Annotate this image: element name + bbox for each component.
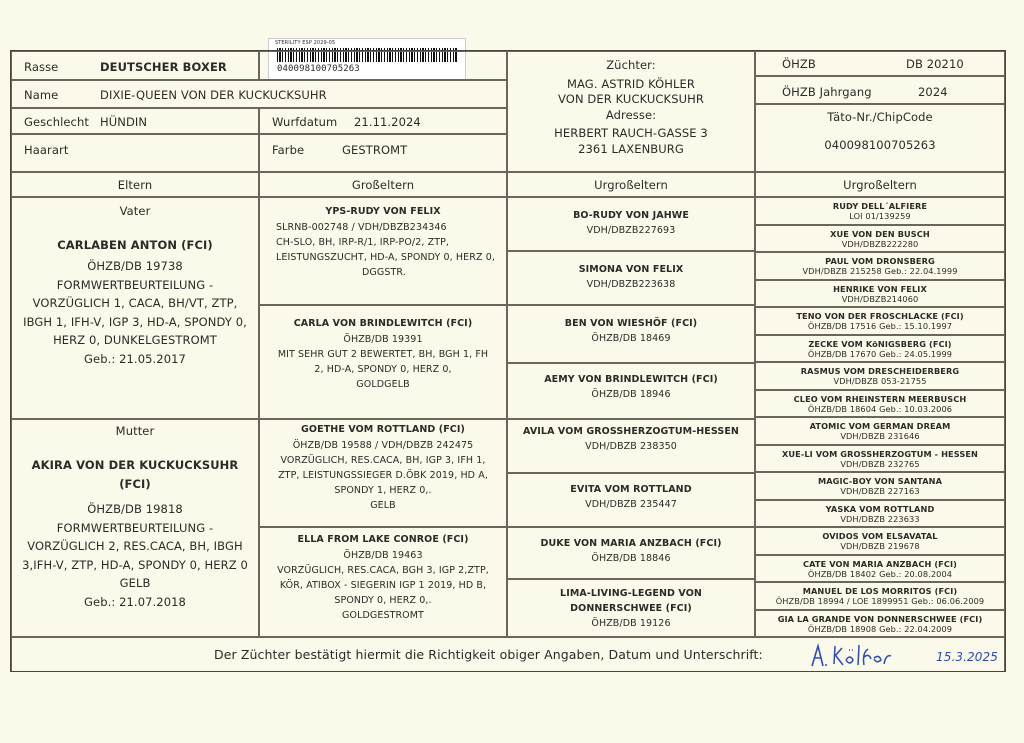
ggp-7 [508, 536, 754, 566]
mother-line1: FORMWERTBEURTEILUNG - [56, 520, 214, 535]
gp-4-line5: GOLDGESTROMT [342, 610, 424, 621]
ggp-1-name: BO-RUDY VON JAHWE [573, 210, 689, 221]
col-ururgrosseltern [755, 172, 1005, 197]
gggp-reg: VDH/DBZB 231646 [840, 431, 920, 441]
gggp-entry [756, 559, 1004, 579]
ggp-8-reg: ÖHZB/DB 19126 [591, 618, 671, 629]
ggp-2 [508, 262, 754, 292]
gggp-cell [755, 362, 1005, 390]
sticker-top-text: STERILITY ESP 2029-05 [275, 40, 336, 46]
adresse-line1: HERBERT RAUCH-GASSE 3 [554, 126, 708, 140]
ggp-3-name: BEN VON WIESHÖF (FCI) [564, 318, 698, 329]
gggp-reg: VDH/DBZB 215258 Geb.: 22.04.1999 [802, 266, 958, 276]
ggp-cell-3 [507, 305, 755, 363]
ggp-6 [508, 482, 754, 512]
gggp-entry [756, 256, 1004, 276]
gp-1-line1: SLRNB-002748 / VDH/DBZB234346 [276, 222, 447, 233]
gggp-name: XUE VON DEN BUSCH [830, 228, 930, 239]
gp-2-line1: ÖHZB/DB 19391 [343, 334, 423, 345]
gggp-entry [756, 531, 1004, 551]
father-line4: HERZ 0, DUNKELGESTROMT [53, 333, 217, 347]
ggp-cell-4 [507, 363, 755, 419]
signature-date: 15.3.2025 [936, 650, 998, 664]
gp-4-line3: KÖR, ATIBOX - SIEGERIN IGP 1 2019, HD B, [279, 580, 487, 591]
name-label: Name [24, 88, 59, 102]
ggp-6-name: EVITA VOM ROTTLAND [570, 484, 692, 495]
ggp-cell-5 [507, 419, 755, 473]
gggp-reg: VDH/DBZB222280 [841, 238, 919, 249]
gggp-cell [755, 252, 1005, 280]
gggp-cell [755, 582, 1005, 610]
gp-cell-2 [259, 305, 507, 419]
gggp-reg: VDH/DBZB 053-21755 [833, 376, 927, 386]
farbe-cell [259, 134, 507, 172]
geschlecht-label: Geschlecht [24, 115, 89, 129]
gggp-reg: ÖHZB/DB 18908 Geb.: 22.04.2009 [807, 623, 953, 634]
rasse-cell [11, 51, 259, 80]
gp-4-line1: ÖHZB/DB 19463 [343, 550, 423, 561]
gp-3-line5: GELB [370, 500, 396, 511]
gp-3-line2: VORZÜGLICH, RES.CACA, BH, IGP 3, IFH 1, [280, 455, 486, 466]
mother-line4: GELB [119, 576, 151, 590]
geschlecht-cell [11, 108, 259, 134]
gggp-cell [755, 472, 1005, 500]
gggp-cell [755, 527, 1005, 555]
father-line3: IBGH 1, IFH-V, IGP 3, HD-A, SPONDY 0, [23, 314, 247, 329]
gggp-entry [756, 284, 1004, 304]
name-value: DIXIE-QUEEN VON DER KUCKUCKSUHR [100, 88, 327, 102]
ggp-8-name: LIMA-LIVING-LEGEND VON [560, 588, 702, 599]
rasse-label: Rasse [24, 60, 59, 74]
gggp-reg: ÖHZB/DB 17516 Geb.: 15.10.1997 [807, 321, 953, 331]
father-reg: ÖHZB/DB 19738 [87, 259, 183, 273]
mother-line2: VORZÜGLICH 2, RES.CACA, BH, IBGH [27, 539, 243, 553]
zuechter-line2: VON DER KUCKUCKSUHR [558, 92, 704, 106]
gp-2-name: CARLA VON BRINDLEWITCH (FCI) [293, 318, 473, 329]
wurfdatum-cell [259, 108, 507, 134]
gp-2-line2: MIT SEHR GUT 2 BEWERTET, BH, BGH 1, FH [277, 349, 489, 360]
gggp-reg: VDH/DBZB 232765 [840, 458, 920, 469]
ggp-8-name2: DONNERSCHWEE (FCI) [570, 603, 692, 614]
gggp-name: ZECKE VOM KöNIGSBERG (FCI) [808, 338, 952, 349]
gggp-reg: VDH/DBZB 223633 [840, 513, 920, 524]
gp-cell-3 [259, 419, 507, 527]
gggp-reg: VDH/DBZB 219678 [840, 541, 920, 551]
gp-3-name: GOETHE VOM ROTTLAND (FCI) [301, 424, 465, 435]
gggp-reg: VDH/DBZB214060 [841, 293, 919, 304]
gp-1-name: YPS-RUDY VON FELIX [325, 206, 441, 217]
ggp-2-name: SIMONA VON FELIX [578, 264, 684, 275]
gggp-reg: VDH/DBZB 227163 [840, 486, 920, 496]
gggp-entry [756, 614, 1004, 634]
gggp-name: XUE-LI VOM GROSSHERZOGTUM - HESSEN [781, 448, 979, 459]
gggp-entry [756, 229, 1004, 249]
gggp-name: RASMUS VOM DRESCHEIDERBERG [800, 366, 960, 376]
gggp-cell [755, 417, 1005, 445]
gggp-cell [755, 280, 1005, 308]
jahrgang-value: 2024 [918, 85, 948, 99]
gggp-entry [756, 449, 1004, 469]
mother-cell [11, 419, 259, 637]
col-eltern [11, 172, 259, 197]
gggp-cell [755, 197, 1005, 225]
gggp-name: TENO VON DER FROSCHLACKE (FCI) [796, 311, 964, 321]
gggp-entry [756, 311, 1004, 331]
gggp-cell [755, 335, 1005, 363]
gp-2-line3: 2, HD-A, SPONDY 0, HERZ 0, [314, 364, 452, 375]
col-ururgrosseltern-label: Urgroßeltern [843, 178, 917, 192]
mother-label: Mutter [115, 424, 155, 438]
rasse-cell-right [259, 51, 507, 80]
gp-3-details [260, 438, 506, 513]
gggp-entry [756, 586, 1004, 606]
col-grosseltern [259, 172, 507, 197]
name-cell [11, 80, 507, 108]
zuechter-line1: MAG. ASTRID KÖHLER [567, 76, 695, 91]
gp-2-line4: GOLDGELB [356, 379, 410, 390]
gggp-cell [755, 445, 1005, 473]
gggp-name: MANUEL DE LOS MORRITOS (FCI) [802, 586, 958, 596]
gggp-name: HENRIKE VON FELIX [833, 283, 927, 294]
gggp-name: YASKA VOM ROTTLAND [825, 503, 935, 514]
geschlecht-value: HÜNDIN [100, 115, 148, 129]
farbe-value: GESTROMT [342, 143, 408, 157]
gggp-cell [755, 500, 1005, 528]
sticker-code: 040098100705263 [277, 64, 360, 74]
ggp-8 [508, 586, 754, 631]
chip-cell [755, 104, 1005, 172]
gggp-reg: ÖHZB/DB 18994 / LOE 1899951 Geb.: 06.06.2009 [775, 596, 985, 606]
gggp-reg: ÖHZB/DB 17670 Geb.: 24.05.1999 [807, 348, 953, 359]
gp-3-line4: SPONDY 1, HERZ 0,. [334, 485, 432, 496]
col-urgrosseltern-label: Urgroßeltern [594, 178, 668, 192]
ggp-3-reg: ÖHZB/DB 18469 [591, 333, 671, 344]
adresse-label: Adresse: [605, 107, 657, 122]
ggp-5-reg: VDH/DBZB 238350 [585, 441, 677, 452]
gggp-name: CATE VON MARIA ANZBACH (FCI) [803, 558, 957, 569]
ggp-4 [508, 372, 754, 402]
ggp-cell-6 [507, 473, 755, 527]
col-eltern-label: Eltern [117, 178, 153, 192]
gggp-entry [756, 394, 1004, 414]
signature [808, 640, 1008, 672]
gp-cell-4 [259, 527, 507, 637]
gp-4-line2: VORZÜGLICH, RES.CACA, BGH 3, IGP 2,ZTP, [277, 565, 489, 576]
wurfdatum-label: Wurfdatum [272, 115, 338, 129]
gggp-cell [755, 307, 1005, 335]
father-cell [11, 197, 259, 419]
wurfdatum-value: 21.11.2024 [354, 115, 421, 129]
gggp-reg: ÖHZB/DB 18604 Geb.: 10.03.2006 [807, 403, 953, 414]
gggp-entry [756, 201, 1004, 221]
ggp-cell-2 [507, 251, 755, 305]
gggp-entry [756, 504, 1004, 524]
adresse-line2: 2361 LAXENBURG [578, 141, 684, 156]
ggp-5 [508, 424, 754, 454]
gggp-cell [755, 610, 1005, 638]
ggp-5-name: AVILA VOM GROSSHERZOGTUM-HESSEN [523, 426, 739, 437]
ggp-cell-8 [507, 579, 755, 637]
father-name: CARLABEN ANTON (FCI) [57, 238, 213, 252]
father-line1: FORMWERTBEURTEILUNG - [56, 277, 214, 292]
gggp-name: CLEO VOM RHEINSTERN MEERBUSCH [793, 393, 967, 404]
mother-born: Geb.: 21.07.2018 [84, 594, 186, 609]
ggp-4-reg: ÖHZB/DB 18946 [591, 389, 671, 400]
col-grosseltern-label: Großeltern [351, 178, 415, 192]
father-label: Vater [119, 204, 151, 218]
gp-4-line4: SPONDY 0, HERZ 0,. [334, 595, 432, 606]
gp-cell-1 [259, 197, 507, 305]
ggp-1 [508, 208, 754, 238]
ggp-2-reg: VDH/DBZB223638 [586, 279, 676, 290]
gggp-cell [755, 555, 1005, 583]
gp-1-line3: LEISTUNGSZUCHT, HD-A, SPONDY 0, HERZ 0, [276, 252, 495, 263]
jahrgang-cell [755, 76, 1005, 104]
mother-name [12, 456, 258, 493]
gggp-name: MAGIC-BOY VON SANTANA [817, 476, 943, 486]
gp-4-details [260, 548, 506, 623]
gggp-reg: LOI 01/139259 [849, 211, 911, 221]
gggp-cell [755, 225, 1005, 253]
col-urgrosseltern [507, 172, 755, 197]
mother-name-line2: (FCI) [119, 476, 151, 491]
ggp-cell-1 [507, 197, 755, 251]
ggp-cell-7 [507, 527, 755, 579]
oehzb-value: DB 20210 [906, 57, 964, 71]
rasse-value: DEUTSCHER BOXER [100, 60, 227, 74]
gggp-name: PAUL VOM DRONSBERG [825, 256, 935, 266]
father-line2: VORZÜGLICH 1, CACA, BH/VT, ZTP, [32, 296, 238, 310]
mother-reg: ÖHZB/DB 19818 [87, 502, 183, 516]
mother-line3: 3,IFH-V, ZTP, HD-A, SPONDY 0, HERZ 0 [22, 557, 248, 572]
mother-details [12, 500, 258, 611]
ggp-1-reg: VDH/DBZB227693 [586, 225, 676, 236]
ggp-7-reg: ÖHZB/DB 18846 [591, 553, 671, 564]
gp-1-line4: DGGSTR. [362, 267, 406, 278]
gp-1-line2: CH-SLO, BH, IRP-R/1, IRP-PO/2, ZTP, [276, 237, 450, 248]
gggp-reg: ÖHZB/DB 18402 Geb.: 20.08.2004 [807, 568, 953, 579]
chip-label: Täto-Nr./ChipCode [827, 110, 933, 124]
jahrgang-label: ÖHZB Jahrgang [782, 85, 872, 99]
ggp-6-reg: VDH/DBZB 235447 [585, 499, 677, 510]
gggp-name: OVIDOS VOM ELSAVATAL [822, 531, 938, 541]
gggp-name: ATOMIC VOM GERMAN DREAM [809, 421, 951, 431]
gggp-entry [756, 476, 1004, 496]
oehzb-cell [755, 51, 1005, 76]
chip-value: 040098100705263 [824, 138, 936, 152]
gp-2-details [260, 332, 506, 392]
mother-name-line1: AKIRA VON DER KUCKUCKSUHR [31, 458, 239, 472]
father-details [12, 257, 258, 368]
gp-1-details [276, 220, 495, 280]
gggp-entry [756, 421, 1004, 441]
gggp-name: RUDY DELL´ALFIERE [832, 201, 928, 211]
gggp-entry [756, 339, 1004, 359]
oehzb-label: ÖHZB [782, 57, 816, 71]
haarart-cell [11, 134, 259, 172]
gp-3-line1: ÖHZB/DB 19588 / VDH/DBZB 242475 [292, 440, 474, 451]
footer-statement: Der Züchter bestätigt hiermit die Richtigkeit obiger Angaben, Datum und Unterschrift: [214, 647, 763, 662]
gp-3-line3: ZTP, LEISTUNGSSIEGER D.ÖBK 2019, HD A, [278, 470, 488, 481]
zuechter-label: Züchter: [606, 58, 656, 72]
farbe-label: Farbe [272, 143, 305, 157]
gggp-name: GIA LA GRANDE VON DONNERSCHWEE (FCI) [777, 613, 983, 624]
gp-4-name: ELLA FROM LAKE CONROE (FCI) [297, 534, 469, 545]
ggp-7-name: DUKE VON MARIA ANZBACH (FCI) [540, 538, 722, 549]
gggp-entry [756, 366, 1004, 386]
father-born: Geb.: 21.05.2017 [84, 351, 186, 366]
ggp-3 [508, 316, 754, 346]
haarart-label: Haarart [24, 143, 69, 157]
zuechter-block [508, 56, 754, 158]
gggp-cell [755, 390, 1005, 418]
pedigree-frame [10, 50, 1006, 672]
zuechter-cell [507, 51, 755, 172]
ggp-4-name: AEMY VON BRINDLEWITCH (FCI) [544, 374, 718, 385]
